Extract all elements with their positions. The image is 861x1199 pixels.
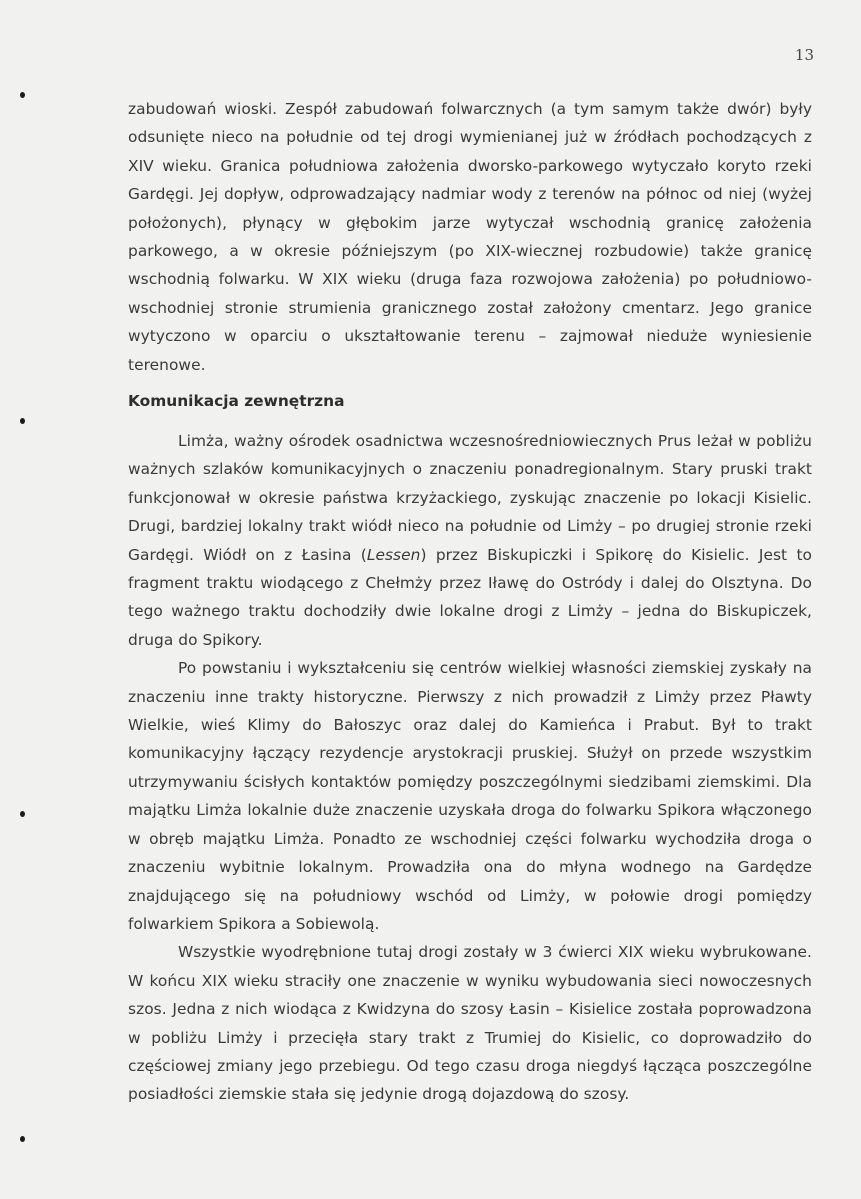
binding-hole-mark: [20, 811, 25, 817]
section-heading: Komunikacja zewnętrzna: [128, 392, 345, 410]
paragraph-limza-text-a: Limża, ważny ośrodek osadnictwa wczesnośredniowiecznych Prus leżał w pobliżu ważnych szlaków komunikacyjnych o znaczeniu ponadregionalnym. Stary pruski trakt funkcjonował w okresie państwa krzyżackiego, zyskując znaczenie po lokacji Kisielic. Drugi, bardziej lokalny trakt wiódł nieco na południe od Limży – po drugiej stronie rzeki Gardęgi. Wiódł on z Łasina (: [128, 432, 812, 564]
binding-hole-mark: [20, 1136, 25, 1142]
paragraph-limza: [128, 427, 812, 654]
binding-hole-mark: [20, 418, 25, 424]
paragraph-drogi: Wszystkie wyodrębnione tutaj drogi zostały w 3 ćwierci XIX wieku wybrukowane. W końcu XIX wieku straciły one znaczenie w wyniku wybudowania sieci nowoczesnych szos. Jedna z nich wiodąca z Kwidzyna do szosy Łasin – Kisielice została poprowadzona w pobliżu Limży i przecięła stary trakt z Trumiej do Kisielic, co doprowadziło do częściowej zmiany jego przebiegu. Od tego czasu droga niegdyś łącząca poszczególne posiadłości ziemskie stała się jedynie drogą dojazdową do szosy.: [128, 943, 812, 1104]
binding-hole-mark: [20, 92, 25, 98]
section-body: [128, 427, 812, 1109]
paragraph-limza-text-b: ) przez Biskupiczki i Spikorę do Kisielic. Jest to fragment traktu wiodącego z Chełmży przez Iławę do Ostródy i dalej do Olsztyna. Do tego ważnego traktu dochodziły dwie lokalne drogi z Limży – jedna do Biskupiczek, druga do Spikory.: [128, 545, 813, 649]
paragraph-intro: zabudowań wioski. Zespół zabudowań folwarcznych (a tym samym także dwór) były odsunięte nieco na południe od tej drogi wymienianej już w źródłach pochodzących z XIV wieku. Granica południowa założenia dworsko-parkowego wytyczało koryto rzeki Gardęgi. Jej dopływ, odprowadzający nadmiar wody z terenów na północ od niej (wyżej położonych), płynący w głębokim jarze wytyczał wschodnią granicę założenia parkowego, a w okresie późniejszym (po XIX-wiecznej rozbudowie) także granicę wschodnią folwarku. W XIX wieku (druga faza rozwojowa założenia) po południowo-wschodniej stronie strumienia granicznego został założony cmentarz. Jego granice wytyczono w oparciu o ukształtowanie terenu – zajmował nieduże wyniesienie terenowe.: [128, 100, 812, 374]
paragraph-limza-emphasis: Lessen: [366, 545, 421, 564]
paragraph-trakty: Po powstaniu i wykształceniu się centrów wielkiej własności ziemskiej zyskały na znaczeniu inne trakty historyczne. Pierwszy z nich prowadził z Limży przez Pławty Wielkie, wieś Klimy do Bałoszyc oraz dalej do Kamieńca i Prabut. Był to trakt komunikacyjny łączący rezydencje arystokracji pruskiej. Służył on przede wszystkim utrzymywaniu ścisłych kontaktów pomiędzy poszczególnymi siedzibami ziemskimi. Dla majątku Limża lokalnie duże znaczenie uzyskała droga do folwarku Spikora włączonego w obręb majątku Limża. Ponadto ze wschodniej części folwarku wychodziła droga o znaczeniu wybitnie lokalnym. Prowadziła ona do młyna wodnego na Gardędze znajdującego się na południowy wschód od Limży, w połowie drogi pomiędzy folwarkiem Spikora a Sobiewolą.: [128, 659, 812, 933]
page-number: 13: [794, 46, 814, 64]
